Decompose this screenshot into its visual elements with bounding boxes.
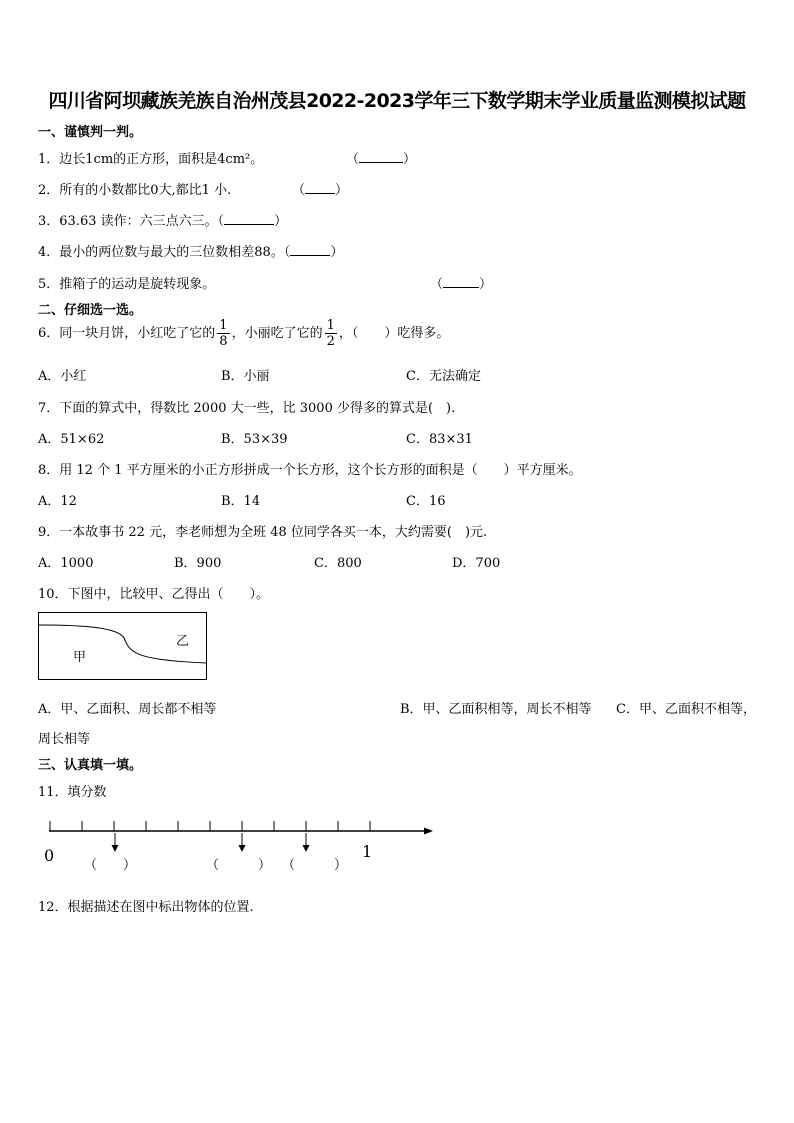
number-line-label-one: 1: [362, 842, 373, 861]
answer-blank[interactable]: [305, 181, 335, 194]
question-4: 4．最小的两位数与最大的三位数相差88。（ ）: [38, 245, 344, 260]
question-2-text: 2．所有的小数都比0大,都比1 小.: [38, 183, 232, 198]
fraction-one-half: $\frac{1}{2}$: [326, 318, 335, 349]
number-line-answer-2[interactable]: （ ）: [206, 858, 272, 873]
question-8-option-b[interactable]: B．14: [221, 494, 261, 509]
answer-blank[interactable]: [359, 150, 403, 163]
question-9: 9．一本故事书 22 元，李老师想为全班 48 位同学各买一本，大约需要( )元.: [38, 525, 488, 540]
question-7-option-b[interactable]: B．53×39: [221, 432, 288, 447]
question-10-option-a[interactable]: A．甲、乙面积、周长都不相等: [38, 702, 217, 717]
question-7-option-c[interactable]: C．83×31: [406, 432, 473, 447]
question-7-option-a[interactable]: A．51×62: [38, 432, 105, 447]
section-heading-fill: 三、认真填一填。: [38, 758, 143, 773]
fraction-one-eighth: $\frac{1}{8}$: [219, 318, 228, 349]
number-line: [44, 815, 438, 859]
question-4-text: 4．最小的两位数与最大的三位数相差88。（: [38, 245, 291, 260]
number-line-answer-3[interactable]: （ ）: [282, 858, 348, 873]
question-5-text: 5．推箱子的运动是旋转现象。: [38, 277, 216, 292]
question-6-option-c[interactable]: C．无法确定: [406, 369, 481, 384]
question-1: [38, 148, 263, 167]
question-2-answer[interactable]: （ ）: [292, 183, 349, 198]
question-9-option-c[interactable]: C．800: [314, 556, 362, 571]
question-10: 10．下图中，比较甲、乙得出（ ）。: [38, 587, 270, 602]
question-9-option-b[interactable]: B．900: [174, 556, 222, 571]
question-12: 12．根据描述在图中标出物体的位置.: [38, 900, 254, 915]
question-5: [38, 273, 215, 292]
question-8: 8．用 12 个 1 平方厘米的小正方形拼成一个长方形，这个长方形的面积是（ ）平方厘米。: [38, 463, 582, 478]
region-label-jia: 甲: [73, 650, 87, 665]
question-6-option-a[interactable]: A．小红: [38, 369, 87, 384]
question-7: 7．下面的算式中，得数比 2000 大一些，比 3000 少得多的算式是( ).: [38, 401, 456, 416]
number-line-answer-1[interactable]: （ ）: [84, 858, 137, 873]
question-9-option-a[interactable]: A．1000: [38, 556, 94, 571]
section-heading-choose: 二、仔细选一选。: [38, 303, 143, 318]
question-1-answer[interactable]: （ ）: [346, 152, 417, 167]
question-3: 3．63.63 读作：六三点六三。（ ）: [38, 214, 288, 229]
question-1-text: 1．边长1cm的正方形，面积是4cm²。: [38, 152, 264, 167]
question-8-option-a[interactable]: A．12: [38, 494, 77, 509]
number-line-arrowhead: [424, 828, 433, 835]
question-10-option-b[interactable]: B．甲、乙面积相等，周长不相等: [400, 702, 592, 717]
question-11: 11．填分数: [38, 785, 107, 800]
question-5-answer[interactable]: （ ）: [430, 277, 493, 292]
section-heading-judge: 一、谨慎判一判。: [38, 125, 143, 140]
question-2: [38, 179, 231, 198]
answer-blank[interactable]: [290, 243, 330, 256]
question-3-text: 3．63.63 读作：六三点六三。（: [38, 214, 225, 229]
number-line-label-zero: 0: [44, 846, 55, 865]
answer-blank[interactable]: [443, 275, 479, 288]
question-10-option-c[interactable]: C．甲、乙面积不相等，: [616, 702, 756, 717]
number-line-arrows: [112, 833, 310, 852]
question-6: 6．同一块月饼，小红吃了它的 $\frac{1}{8}$ ，小丽吃了它的 $\frac{1}{2}$ ，（ ）吃得多。: [38, 318, 450, 349]
question-6-option-b[interactable]: B．小丽: [221, 369, 270, 384]
page-title: 四川省阿坝藏族羌族自治州茂县2022-2023学年三下数学期末学业质量监测模拟试题: [48, 90, 746, 112]
number-line-ticks: [50, 821, 370, 831]
question-10-option-c-continued: 周长相等: [38, 732, 91, 747]
region-label-yi: 乙: [176, 634, 190, 649]
question-8-option-c[interactable]: C．16: [406, 494, 446, 509]
question-9-option-d[interactable]: D．700: [452, 556, 501, 571]
answer-blank[interactable]: [224, 212, 274, 225]
